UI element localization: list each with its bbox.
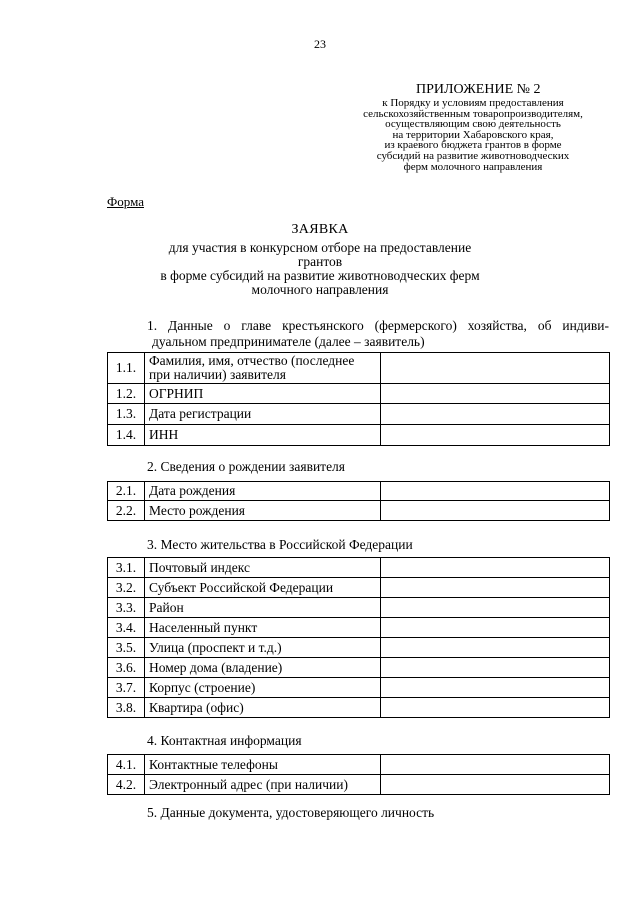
table-row [108, 678, 610, 698]
section2-heading: 2. Сведения о рождении заявителя [147, 459, 346, 474]
row-number: 3.2. [108, 578, 145, 598]
row-label-line: Фамилия, имя, отчество (последнее [149, 353, 355, 368]
value-cell[interactable] [381, 598, 610, 618]
row-label: Субъект Российской Федерации [145, 578, 381, 598]
section4-table [107, 754, 610, 795]
table-row [108, 558, 610, 578]
table-row [108, 578, 610, 598]
row-label: Дата регистрации [145, 404, 381, 425]
value-cell[interactable] [381, 558, 610, 578]
document-subtitle [150, 241, 490, 297]
table-row [108, 638, 610, 658]
value-cell[interactable] [381, 482, 610, 501]
value-cell[interactable] [381, 698, 610, 718]
row-number: 3.7. [108, 678, 145, 698]
appendix-subtitle-line: ферм молочного направления [403, 160, 543, 173]
table-row [108, 658, 610, 678]
row-number: 3.5. [108, 638, 145, 658]
value-cell[interactable] [381, 425, 610, 446]
table-row [108, 698, 610, 718]
row-number: 2.1. [108, 482, 145, 501]
row-label-line: при наличии) заявителя [149, 367, 286, 382]
row-number: 1.4. [108, 425, 145, 446]
row-number: 2.2. [108, 501, 145, 521]
section1-heading [107, 318, 609, 349]
row-label: Номер дома (владение) [145, 658, 381, 678]
row-number: 3.1. [108, 558, 145, 578]
table-row [108, 404, 610, 425]
appendix-subtitle [340, 98, 606, 172]
appendix-subtitle-line: сельскохозяйственным товаропроизводителям, [363, 107, 583, 120]
table-row [108, 775, 610, 795]
row-label: Контактные телефоны [145, 755, 381, 775]
appendix-subtitle-line: осуществляющим свою деятельность [385, 118, 561, 131]
document-subtitle-line: молочного направления [251, 282, 389, 297]
page-number: 23 [314, 37, 326, 51]
table-row [108, 598, 610, 618]
row-number: 1.2. [108, 384, 145, 404]
row-label: ИНН [145, 425, 381, 446]
section4-heading: 4. Контактная информация [147, 733, 302, 748]
section3-table [107, 557, 610, 718]
row-number: 1.3. [108, 404, 145, 425]
value-cell[interactable] [381, 678, 610, 698]
row-number: 3.4. [108, 618, 145, 638]
appendix-subtitle-line: на территории Хабаровского края, [392, 128, 554, 141]
row-label: ОГРНИП [145, 384, 381, 404]
value-cell[interactable] [381, 384, 610, 404]
row-number: 3.6. [108, 658, 145, 678]
section1-table [107, 352, 610, 446]
value-cell[interactable] [381, 578, 610, 598]
form-label: Форма [107, 194, 144, 209]
appendix-subtitle-line: к Порядку и условиям предоставления [382, 97, 564, 109]
row-number: 3.8. [108, 698, 145, 718]
row-number: 4.2. [108, 775, 145, 795]
table-row [108, 755, 610, 775]
appendix-title: ПРИЛОЖЕНИЕ № 2 [416, 82, 541, 97]
row-label: Улица (проспект и т.д.) [145, 638, 381, 658]
row-label: Район [145, 598, 381, 618]
document-subtitle-line: для участия в конкурсном отборе на предоставление грантов [168, 240, 472, 269]
row-number: 3.3. [108, 598, 145, 618]
table-row [108, 482, 610, 501]
row-number: 1.1. [108, 353, 145, 384]
table-row [108, 618, 610, 638]
value-cell[interactable] [381, 658, 610, 678]
value-cell[interactable] [381, 501, 610, 521]
section1-heading-line: 1. Данные о главе крестьянского (фермерского) хозяйства, об индиви- [147, 318, 609, 333]
row-label: Электронный адрес (при наличии) [145, 775, 381, 795]
table-row [108, 353, 610, 384]
row-label: Почтовый индекс [145, 558, 381, 578]
row-label: Населенный пункт [145, 618, 381, 638]
row-label: Место рождения [145, 501, 381, 521]
row-label: Корпус (строение) [145, 678, 381, 698]
row-label: Квартира (офис) [145, 698, 381, 718]
document-title: ЗАЯВКА [291, 222, 349, 237]
section3-heading: 3. Место жительства в Российской Федерации [147, 537, 413, 552]
value-cell[interactable] [381, 618, 610, 638]
value-cell[interactable] [381, 404, 610, 425]
section2-table [107, 481, 610, 521]
document-subtitle-line: в форме субсидий на развитие животноводческих ферм [160, 268, 480, 283]
value-cell[interactable] [381, 353, 610, 384]
value-cell[interactable] [381, 775, 610, 795]
value-cell[interactable] [381, 755, 610, 775]
table-row [108, 384, 610, 404]
row-label [145, 353, 381, 384]
section1-heading-line: дуальном предпринимателе (далее – заявитель) [152, 333, 425, 349]
section5-heading: 5. Данные документа, удостоверяющего личность [147, 805, 435, 820]
value-cell[interactable] [381, 638, 610, 658]
appendix-subtitle-line: из краевого бюджета грантов в форме [384, 139, 562, 152]
appendix-subtitle-line: субсидий на развитие животноводческих [376, 149, 570, 162]
table-row [108, 501, 610, 521]
row-number: 4.1. [108, 755, 145, 775]
table-row [108, 425, 610, 446]
row-label: Дата рождения [145, 482, 381, 501]
